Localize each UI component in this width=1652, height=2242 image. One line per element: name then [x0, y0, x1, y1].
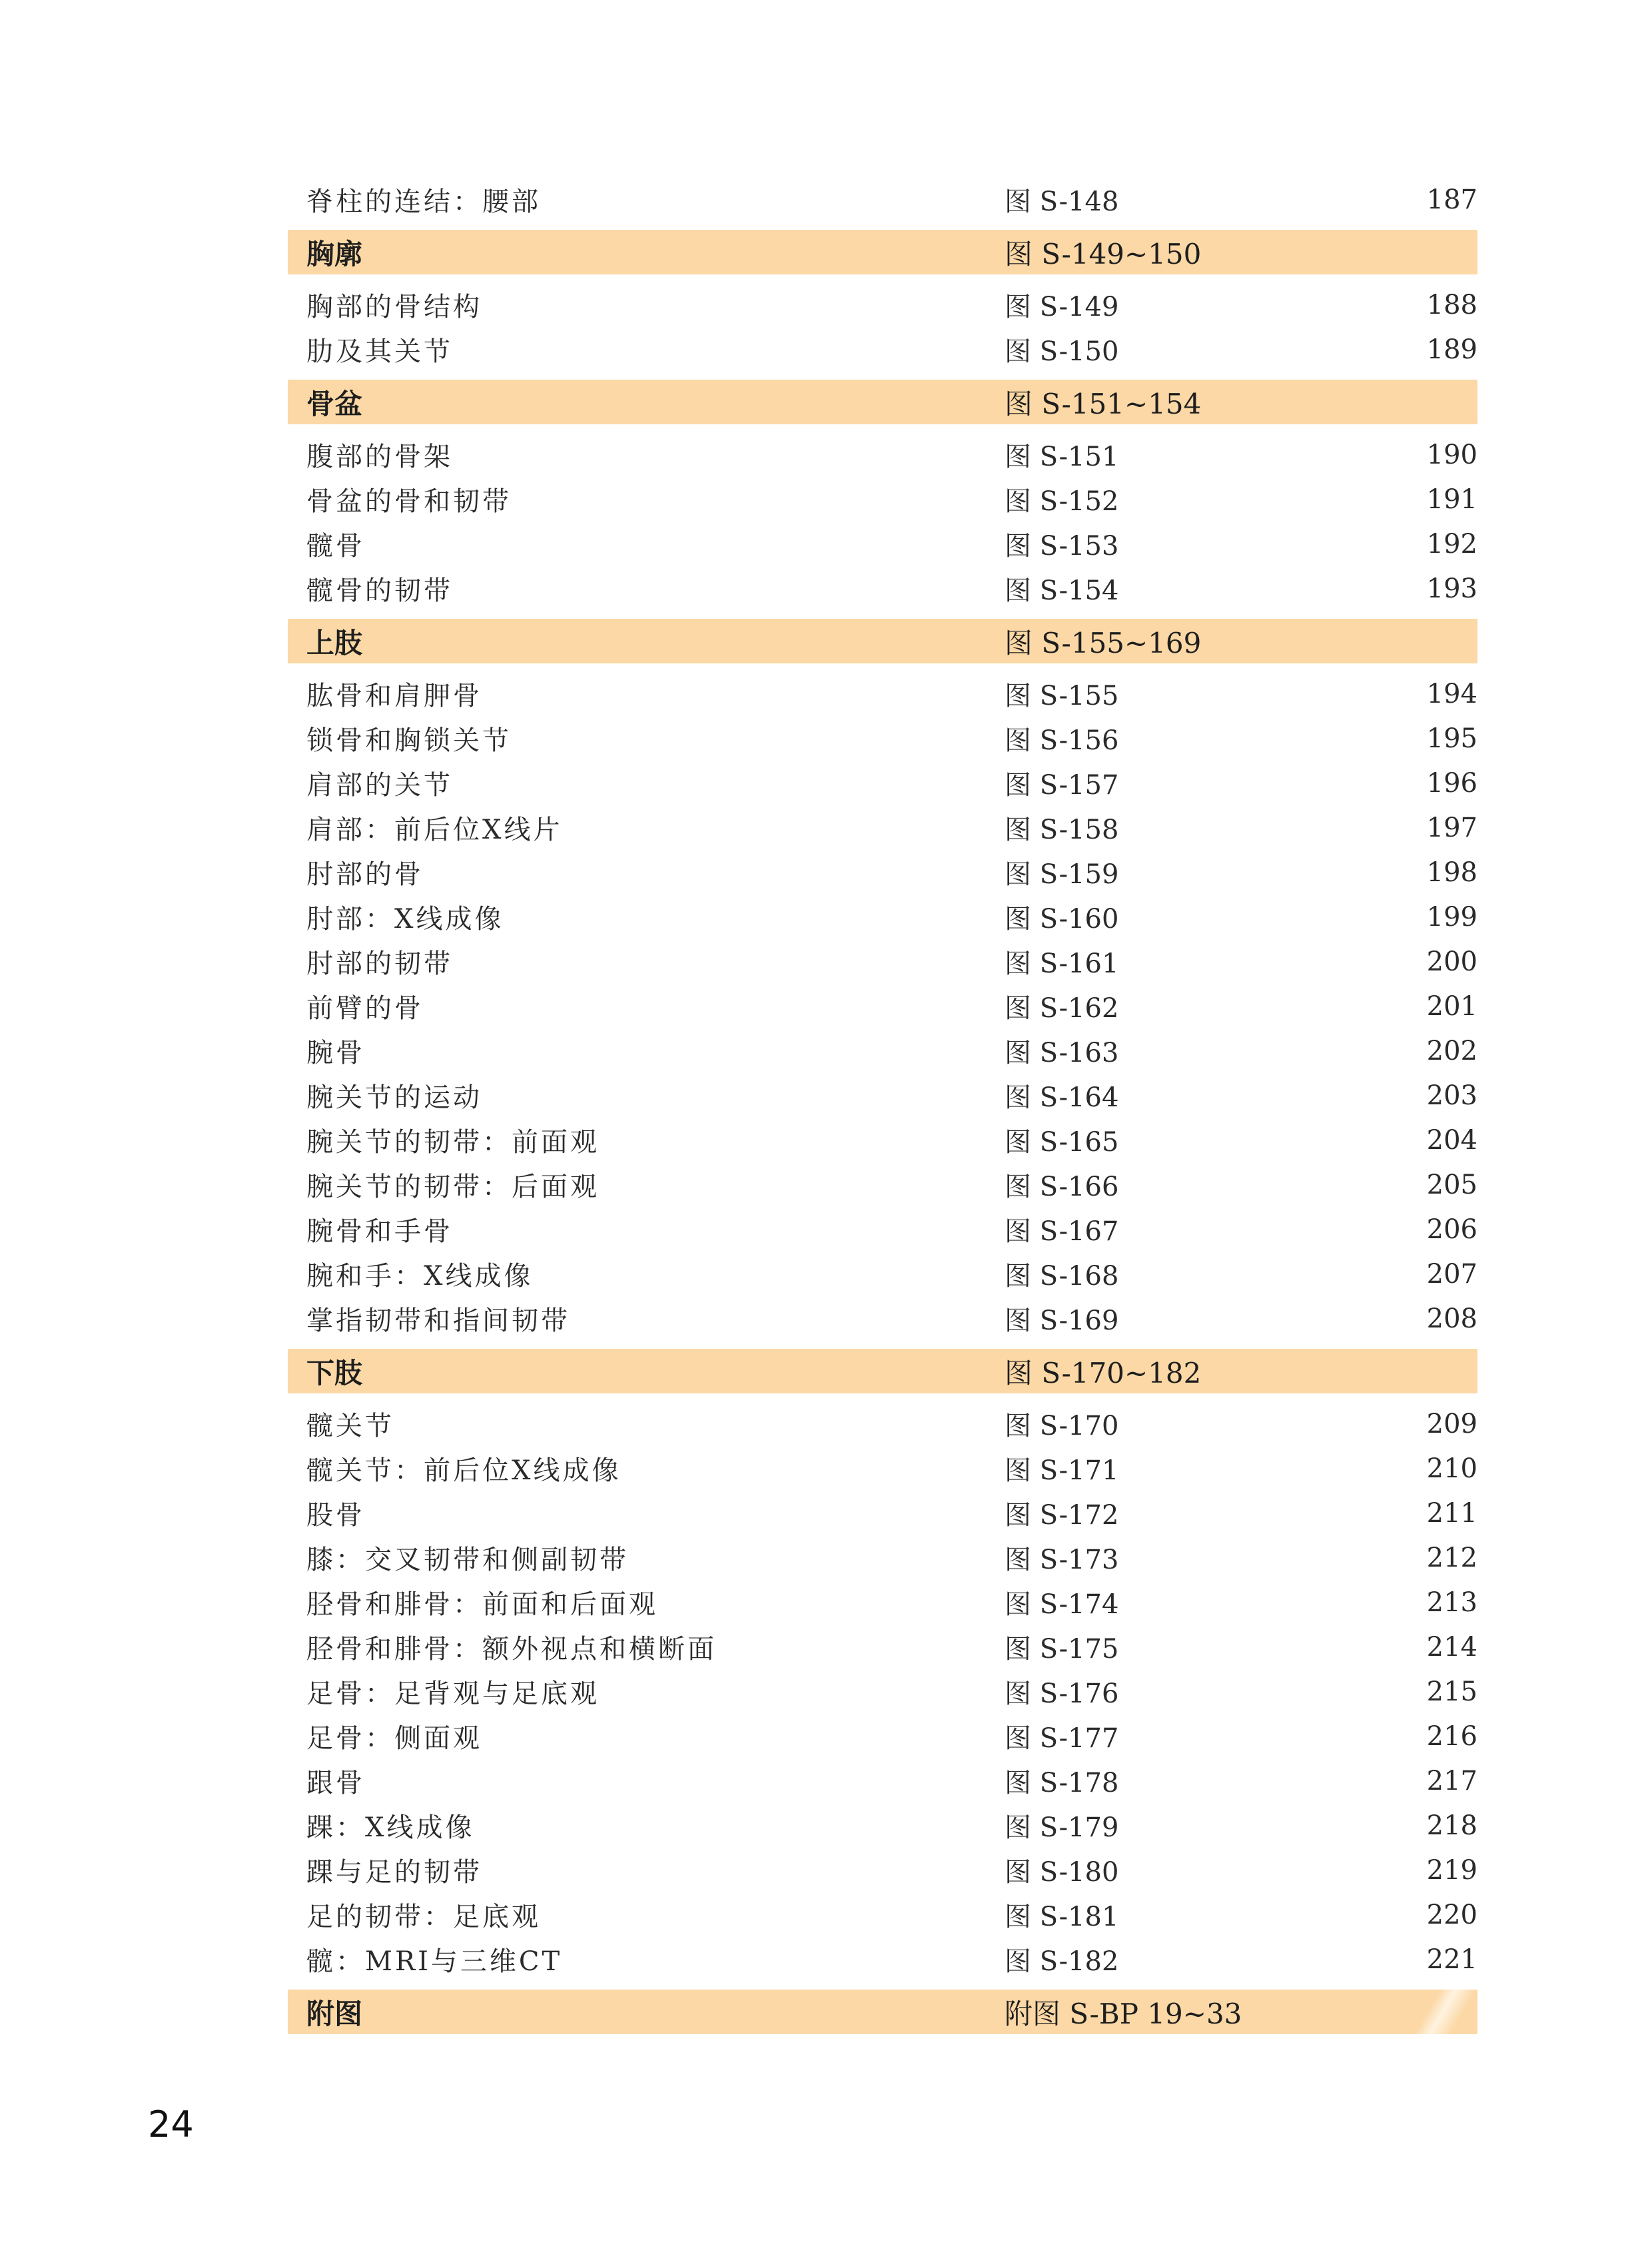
toc-row-page: 192 — [1426, 528, 1477, 560]
toc-row-title: 髋关节 — [306, 1411, 394, 1441]
toc-row-page: 205 — [1426, 1169, 1477, 1200]
toc-row-page: 210 — [1426, 1453, 1477, 1484]
toc-row-page: 196 — [1426, 767, 1477, 799]
toc-row-page: 215 — [1426, 1676, 1477, 1707]
toc-row[interactable] — [288, 327, 1477, 372]
toc-row-title: 胫骨和腓骨：前面和后面观 — [306, 1589, 658, 1620]
toc-row-figure: 图 S-169 — [1005, 1306, 1119, 1336]
section-header-appendix[interactable] — [288, 1990, 1477, 2034]
toc-row-page: 204 — [1426, 1124, 1477, 1156]
toc-row-page: 195 — [1426, 723, 1477, 754]
toc-row-title: 腕关节的运动 — [306, 1082, 482, 1113]
toc-row-page: 197 — [1426, 812, 1477, 843]
toc-row[interactable] — [288, 522, 1477, 566]
toc-row-title: 锁骨和胸锁关节 — [306, 725, 512, 756]
toc-row-figure: 图 S-163 — [1005, 1038, 1119, 1068]
toc-row[interactable] — [288, 1207, 1477, 1252]
toc-row-title: 腕骨 — [306, 1038, 365, 1068]
toc-row-page: 194 — [1426, 678, 1477, 709]
section-header[interactable] — [288, 619, 1477, 663]
toc-row[interactable] — [288, 1625, 1477, 1669]
toc-sections — [288, 230, 1477, 1982]
corner-decoration — [1398, 1990, 1477, 2034]
toc-row-page: 201 — [1426, 990, 1477, 1022]
toc-row-page: 213 — [1426, 1587, 1477, 1618]
toc-row-title: 腕和手：X线成像 — [306, 1261, 534, 1292]
section-title: 骨盆 — [306, 387, 363, 420]
toc-row-figure: 图 S-172 — [1005, 1500, 1119, 1531]
toc-row[interactable] — [288, 850, 1477, 895]
toc-row-figure: 图 S-151 — [1005, 442, 1119, 472]
toc-row-figure: 图 S-157 — [1005, 770, 1119, 801]
toc-row-page: 220 — [1426, 1899, 1477, 1930]
toc-row-figure: 图 S-177 — [1005, 1723, 1119, 1754]
toc-row-figure: 图 S-158 — [1005, 815, 1119, 845]
toc-row-page: 217 — [1426, 1765, 1477, 1796]
toc-row[interactable] — [288, 671, 1477, 716]
toc-row-page: 202 — [1426, 1035, 1477, 1066]
toc-row-page: 209 — [1426, 1408, 1477, 1439]
toc-row-figure: 图 S-150 — [1005, 336, 1119, 367]
toc-row-figure: 图 S-166 — [1005, 1172, 1119, 1202]
toc-row-title: 腹部的骨架 — [306, 442, 453, 472]
toc-row[interactable] — [288, 1803, 1477, 1848]
section-title: 胸廓 — [306, 237, 363, 270]
toc-row-figure: 图 S-171 — [1005, 1455, 1119, 1486]
toc-row-page: 193 — [1426, 573, 1477, 604]
section-header[interactable] — [288, 230, 1477, 274]
toc-row-page: 214 — [1426, 1631, 1477, 1663]
toc-row[interactable] — [288, 1535, 1477, 1580]
toc-row-figure: 图 S-156 — [1005, 725, 1119, 756]
toc-row-title: 胫骨和腓骨：额外视点和横断面 — [306, 1634, 717, 1665]
toc-row[interactable] — [288, 984, 1477, 1028]
toc-row-page: 208 — [1426, 1303, 1477, 1334]
toc-row-title: 腕骨和手骨 — [306, 1216, 453, 1247]
toc-row[interactable] — [288, 177, 1477, 222]
toc-row[interactable] — [288, 939, 1477, 984]
toc-row[interactable] — [288, 761, 1477, 805]
section-title: 上肢 — [306, 626, 363, 659]
toc-row-figure: 图 S-173 — [1005, 1545, 1119, 1575]
toc-row-figure: 图 S-155 — [1005, 681, 1119, 711]
toc-row-page: 199 — [1426, 901, 1477, 933]
toc-row-page: 198 — [1426, 857, 1477, 888]
toc-row[interactable] — [288, 1073, 1477, 1118]
toc-row[interactable] — [288, 895, 1477, 939]
toc-row-page: 200 — [1426, 946, 1477, 977]
toc-row[interactable] — [288, 1491, 1477, 1535]
toc-row-figure: 图 S-159 — [1005, 859, 1119, 890]
toc-row[interactable] — [288, 566, 1477, 611]
toc-row-title: 髋关节：前后位X线成像 — [306, 1455, 621, 1486]
toc-row-title: 足骨：足背观与足底观 — [306, 1679, 600, 1709]
toc-row-title: 足骨：侧面观 — [306, 1723, 482, 1754]
toc-row-title: 脊柱的连结：腰部 — [306, 187, 541, 217]
toc-row-page: 188 — [1426, 289, 1477, 320]
toc-row-title: 肱骨和肩胛骨 — [306, 681, 482, 711]
toc-row-title: 膝：交叉韧带和侧副韧带 — [306, 1545, 629, 1575]
toc-row-title: 踝与足的韧带 — [306, 1857, 482, 1888]
toc-row-title: 腕关节的韧带：前面观 — [306, 1127, 600, 1158]
toc-row[interactable] — [288, 1669, 1477, 1714]
toc-row-figure: 图 S-148 — [1005, 187, 1119, 217]
section-figure-range: 图 S-149~150 — [1005, 237, 1202, 270]
toc-row-figure: 图 S-164 — [1005, 1082, 1119, 1113]
toc-row-title: 骨盆的骨和韧带 — [306, 486, 512, 517]
toc-row-figure: 图 S-161 — [1005, 948, 1119, 979]
toc-row[interactable] — [288, 477, 1477, 522]
toc-row-figure: 图 S-167 — [1005, 1216, 1119, 1247]
toc-row[interactable] — [288, 1028, 1477, 1073]
toc-row-title: 肘部的韧带 — [306, 948, 453, 979]
toc-row-title: 腕关节的韧带：后面观 — [306, 1172, 600, 1202]
section-header[interactable] — [288, 1349, 1477, 1393]
toc-row[interactable] — [288, 1446, 1477, 1491]
toc-row-figure: 图 S-182 — [1005, 1946, 1119, 1977]
toc-row-title: 肘部的骨 — [306, 859, 424, 890]
toc-row-page: 221 — [1426, 1944, 1477, 1975]
toc-row[interactable] — [288, 1118, 1477, 1162]
section-title: 附图 — [306, 1997, 363, 2030]
toc-row-title: 髋：MRI与三维CT — [306, 1946, 563, 1977]
toc-row[interactable] — [288, 1162, 1477, 1207]
toc-row-title: 髋骨的韧带 — [306, 575, 453, 606]
toc-row-figure: 图 S-153 — [1005, 531, 1119, 561]
toc-row-page: 218 — [1426, 1810, 1477, 1841]
toc-row-page: 219 — [1426, 1854, 1477, 1886]
toc-row-figure: 图 S-152 — [1005, 486, 1119, 517]
toc-row[interactable] — [288, 432, 1477, 477]
toc-row-title: 肩部的关节 — [306, 770, 453, 801]
section-figure-range: 图 S-151~154 — [1005, 387, 1202, 420]
toc-row-page: 190 — [1426, 439, 1477, 470]
toc-row-figure: 图 S-175 — [1005, 1634, 1119, 1665]
toc-row-page: 207 — [1426, 1258, 1477, 1290]
toc-row-figure: 图 S-178 — [1005, 1768, 1119, 1798]
toc-row-figure: 图 S-165 — [1005, 1127, 1119, 1158]
toc-row-title: 踝：X线成像 — [306, 1812, 475, 1843]
toc-row[interactable] — [288, 1296, 1477, 1341]
toc-row-figure: 图 S-180 — [1005, 1857, 1119, 1888]
section-title: 下肢 — [306, 1356, 363, 1389]
toc-row[interactable] — [288, 282, 1477, 327]
table-of-contents — [288, 177, 1477, 2042]
toc-row-title: 胸部的骨结构 — [306, 292, 482, 322]
toc-row-title: 足的韧带：足底观 — [306, 1902, 541, 1932]
toc-row-figure: 图 S-179 — [1005, 1812, 1119, 1843]
toc-row[interactable] — [288, 716, 1477, 761]
toc-row-figure: 图 S-154 — [1005, 575, 1119, 606]
toc-row-title: 肩部：前后位X线片 — [306, 815, 563, 845]
toc-row-page: 203 — [1426, 1080, 1477, 1111]
page-number: 24 — [148, 2103, 194, 2145]
toc-row-title: 肋及其关节 — [306, 336, 453, 367]
toc-row-figure: 图 S-149 — [1005, 292, 1119, 322]
toc-row-page: 212 — [1426, 1542, 1477, 1573]
toc-row[interactable] — [288, 1580, 1477, 1625]
toc-row-figure: 图 S-181 — [1005, 1902, 1119, 1932]
section-figure-range: 图 S-170~182 — [1005, 1356, 1202, 1389]
toc-row-title: 髋骨 — [306, 531, 365, 561]
toc-row[interactable] — [288, 1758, 1477, 1803]
toc-row-page: 189 — [1426, 334, 1477, 365]
toc-row[interactable] — [288, 1892, 1477, 1937]
toc-row-figure: 图 S-174 — [1005, 1589, 1119, 1620]
toc-row-figure: 图 S-170 — [1005, 1411, 1119, 1441]
toc-row-figure: 图 S-168 — [1005, 1261, 1119, 1292]
section-figure-range: 图 S-155~169 — [1005, 626, 1202, 659]
toc-row-page: 216 — [1426, 1720, 1477, 1752]
section-figure-range: 附图 S-BP 19~33 — [1005, 1997, 1242, 2030]
toc-row[interactable] — [288, 1848, 1477, 1892]
toc-row-title: 跟骨 — [306, 1768, 365, 1798]
toc-row-page: 187 — [1426, 184, 1477, 215]
toc-row[interactable] — [288, 1401, 1477, 1446]
toc-row-title: 前臂的骨 — [306, 993, 424, 1024]
toc-row[interactable] — [288, 805, 1477, 850]
toc-row-page: 191 — [1426, 484, 1477, 515]
toc-row-figure: 图 S-176 — [1005, 1679, 1119, 1709]
toc-row-page: 206 — [1426, 1214, 1477, 1245]
toc-row-title: 掌指韧带和指间韧带 — [306, 1306, 570, 1336]
toc-row-page: 211 — [1426, 1497, 1477, 1529]
toc-row-figure: 图 S-162 — [1005, 993, 1119, 1024]
toc-row-figure: 图 S-160 — [1005, 904, 1119, 934]
toc-row-title: 肘部：X线成像 — [306, 904, 504, 934]
toc-row[interactable] — [288, 1937, 1477, 1982]
section-header[interactable] — [288, 380, 1477, 424]
toc-row-title: 股骨 — [306, 1500, 365, 1531]
toc-row[interactable] — [288, 1252, 1477, 1296]
toc-row[interactable] — [288, 1714, 1477, 1758]
